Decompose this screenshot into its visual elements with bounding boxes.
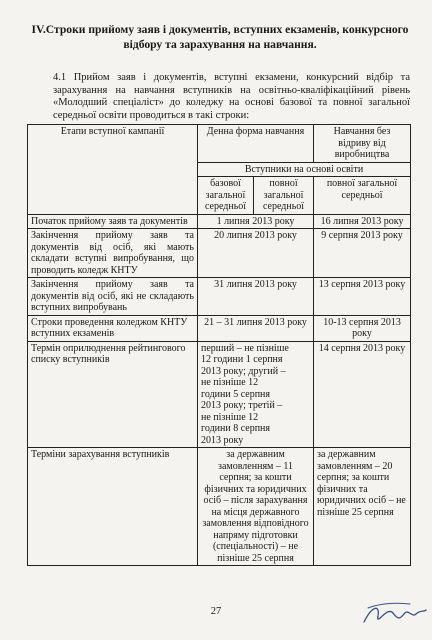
no-release-date-cell: 10-13 серпня 2013 року — [314, 315, 411, 341]
stage-cell: Закінчення прийому заяв та документів від осіб, які не складають вступних випробувань — [28, 278, 198, 316]
header-full-secondary-no-release: повної загальної середньої — [314, 177, 411, 215]
intro-paragraph-text: 4.1 Прийом заяв і документів, вступні екзамени, конкурсний відбір та зарахування на навчання вступників на освітньо-кваліфікаційний рівень «Молодший спеціаліст» до коледжу на основі базової та повної загальної середньої освіти проводиться в такі строки: — [53, 72, 410, 121]
full-time-date-cell: перший – не пізніше 12 години 1 серпня 2013 року; другий – не пізніше 12 години 5 серпня 2013 року; третій – не пізніше 12 години 8 серпня 2013 року — [198, 341, 314, 448]
no-release-date-cell: 9 серпня 2013 року — [314, 229, 411, 278]
header-no-release: Навчання без відриву від виробництва — [314, 125, 411, 163]
table-row — [28, 278, 411, 316]
stage-cell: Закінчення прийому заяв та документів від осіб, які мають складати вступні випробування, що проводить коледж КНТУ — [28, 229, 198, 278]
intro-paragraph — [27, 72, 410, 122]
admission-schedule-table — [27, 124, 411, 566]
table-row — [28, 214, 411, 229]
section-title: IV.Строки прийому заяв і документів, вступних екзаменів, конкурсного відбору та зарахування на навчання. — [31, 23, 409, 51]
no-release-date-cell: 14 серпня 2013 року — [314, 341, 411, 448]
table-row — [28, 448, 411, 566]
table-row — [28, 341, 411, 448]
header-full-time: Денна форма навчання — [198, 125, 314, 163]
no-release-date-cell: 13 серпня 2013 року — [314, 278, 411, 316]
full-time-date-cell: 21 – 31 липня 2013 року — [198, 315, 314, 341]
no-release-date-cell: 16 липня 2013 року — [314, 214, 411, 229]
stage-cell: Строки проведення коледжом КНТУ вступних екзаменів — [28, 315, 198, 341]
stage-cell: Термін оприлюднення рейтингового списку вступників — [28, 341, 198, 448]
full-time-date-cell: 1 липня 2013 року — [198, 214, 314, 229]
full-time-date-cell: 20 липня 2013 року — [198, 229, 314, 278]
stage-cell: Терміни зарахування вступників — [28, 448, 198, 566]
handwritten-signature — [358, 598, 428, 634]
header-basic-secondary: базової загальної середньої — [198, 177, 254, 215]
header-stages: Етапи вступної кампанії — [28, 125, 198, 215]
header-full-secondary: повної загальної середньої — [254, 177, 314, 215]
full-time-date-cell: 31 липня 2013 року — [198, 278, 314, 316]
header-entrants-basis: Вступники на основі освіти — [198, 162, 411, 177]
stage-cell: Початок прийому заяв та документів — [28, 214, 198, 229]
page-number: 27 — [210, 606, 222, 617]
full-time-date-cell: за державним замовленням – 11 серпня; за кошти фізичних та юридичних осіб – після зарахування на місця державного замовлення відповідного напряму підготовки (спеціальності) – не пізніше 25 серпня — [198, 448, 314, 566]
table-row — [28, 315, 411, 341]
table-row — [28, 229, 411, 278]
no-release-date-cell: за державним замовленням – 20 серпня; за кошти фізичних та юридичних осіб – не пізніше 25 серпня — [314, 448, 411, 566]
